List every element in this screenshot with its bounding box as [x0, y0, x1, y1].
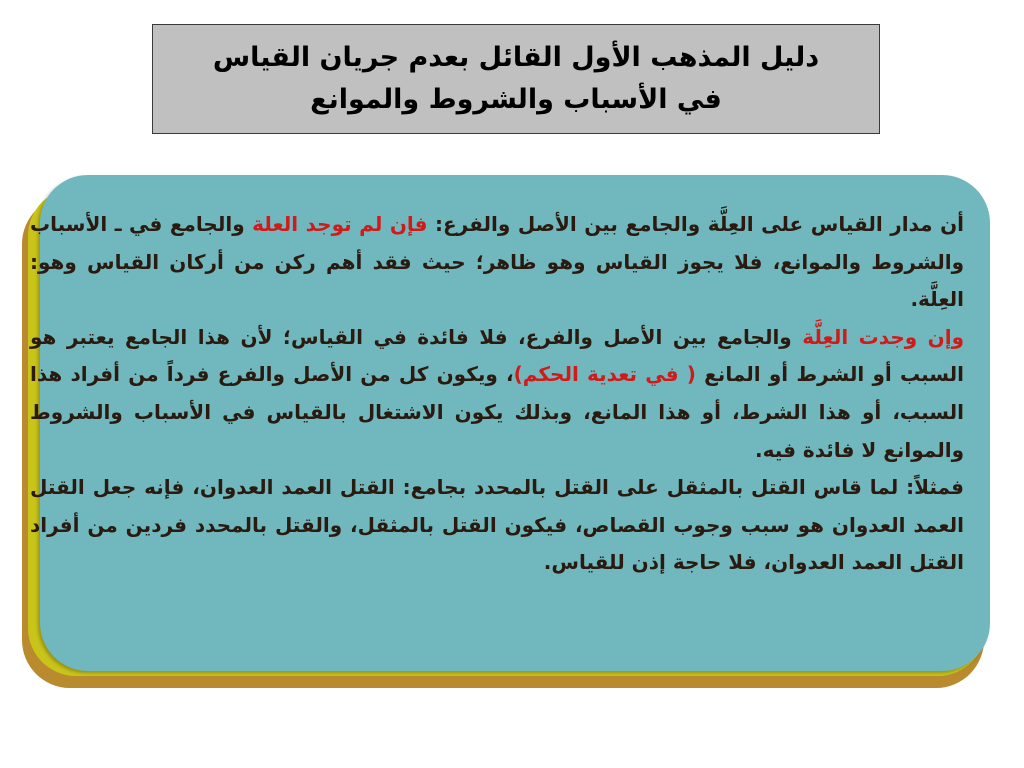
paragraph-2-text-b: والجامع بين الأصل والفرع، فلا فائدة في القياس؛ لأن هذا الجامع يعتبر هو السبب أو الشرط أو المانع	[30, 324, 965, 387]
paragraph-1	[30, 206, 964, 319]
paragraph-2-highlight-a: وإن وجدت العِلَّة	[802, 324, 965, 349]
card-body-text	[30, 206, 964, 582]
paragraph-2-highlight-c: ( في تعدية الحكم)	[513, 362, 696, 387]
paragraph-2	[30, 319, 964, 469]
paragraph-3: فمثلاً: لما قاس القتل بالمثقل على القتل بالمحدد بجامع: القتل العمد العدوان، فإنه جعل القتل العمد العدوان هو سبب وجوب القصاص، فيكون القتل بالمثقل، والقتل بالمحدد فردين من أفراد القتل العمد العدوان، فلا حاجة إذن للقياس.	[30, 475, 964, 575]
paragraph-1-text-a: أن مدار القياس على العِلَّة والجامع بين الأصل والفرع:	[427, 212, 964, 236]
paragraph-1-text-c: والجامع في ـ الأسباب والشروط والموانع، فلا يجوز القياس وهو ظاهر؛ حيث فقد أهم ركن من أركان القياس وهو: العِلَّة.	[30, 212, 964, 312]
title-box	[152, 24, 880, 134]
slide-title: دليل المذهب الأول القائل بعدم جريان القياس في الأسباب والشروط والموانع	[212, 42, 820, 115]
paragraph-1-highlight: فإن لم توجد العلة	[252, 212, 428, 236]
paragraph-2-text-d: ، ويكون كل من الأصل والفرع فرداً من أفراد هذا السبب، أو هذا الشرط، أو هذا المانع، وبذلك يكون الاشتغال بالقياس في الأسباب والشروط والموانع لا فائدة فيه.	[30, 362, 964, 462]
